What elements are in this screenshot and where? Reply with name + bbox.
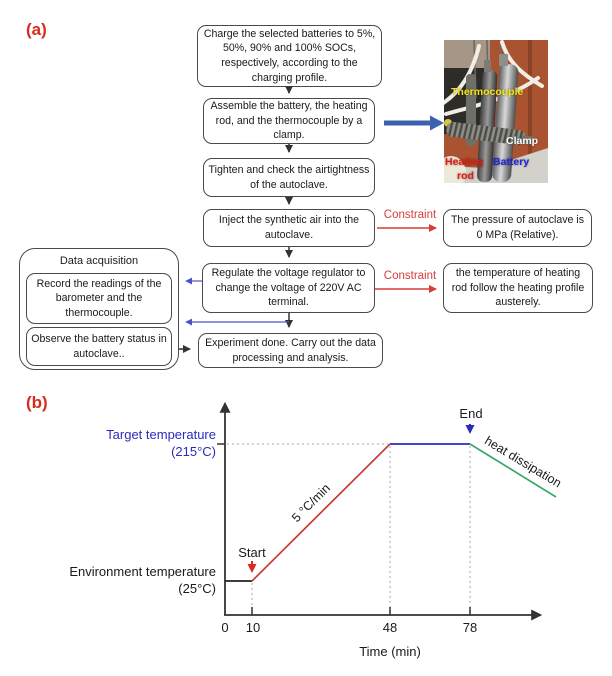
flow-box-charge-text: Charge the selected batteries to 5%, 50%, 90% and 100% SOCs, respectively, according to the charging profile. (203, 27, 376, 84)
ramp-segment (252, 444, 390, 581)
x-tick-label-78: 78 (462, 620, 478, 635)
x-tick-label-10: 10 (245, 620, 261, 635)
start-label: Start (238, 545, 266, 560)
panel-b-label: (b) (26, 393, 48, 412)
environment-temperature-line1: Environment temperature (69, 564, 216, 579)
target-temperature-label (106, 426, 216, 460)
panel-a-label: (a) (26, 20, 47, 39)
end-label: End (459, 406, 483, 421)
constraint-arrows (375, 228, 436, 289)
data-acquisition-title: Data acquisition (59, 255, 139, 267)
chart-ticks (217, 444, 470, 615)
constraint-box-temperature-text: the temperature of heating rod follow the heating profile austerely. (451, 267, 585, 309)
x-tick-label-48: 48 (382, 620, 398, 635)
flow-box-tighten-text: Tighten and check the airtightness of the autoclave. (208, 163, 370, 191)
dissipation-label: heat dissipation (482, 433, 564, 491)
environment-temperature-line2: (25°C) (178, 581, 216, 596)
photo-label-battery: Battery (493, 156, 530, 168)
x-tick-label-0: 0 (221, 620, 229, 635)
x-axis-title: Time (min) (359, 644, 421, 659)
flow-box-regulate-text: Regulate the voltage regulator to change the voltage of 220V AC terminal. (211, 267, 366, 309)
data-acq-box-observe-text: Observe the battery status in autoclave.. (31, 332, 167, 360)
constraint-box-pressure-text: The pressure of autoclave is 0 MPa (Relative). (450, 214, 585, 241)
photo-label-rod: rod (457, 170, 474, 182)
feedback-arrows (186, 281, 289, 322)
environment-temperature-label (69, 563, 216, 597)
photo-pointer-arrow (384, 116, 444, 131)
target-temperature-line2: (215°C) (171, 444, 216, 459)
heating-profile-chart (0, 385, 612, 676)
rate-label: 5 °C/min (289, 481, 333, 525)
flow-box-inject-text: Inject the synthetic air into the autoclave. (218, 214, 360, 241)
photo-label-heating: Heating (445, 156, 484, 168)
flow-box-assemble-text: Assemble the battery, the heating rod, and the thermocouple by a clamp. (210, 100, 368, 142)
chart-guide-lines (227, 444, 470, 612)
target-temperature-line1: Target temperature (106, 427, 216, 442)
flow-vertical-arrows (179, 87, 289, 349)
data-acq-box-record-text: Record the readings of the barometer and the thermocouple. (36, 277, 162, 319)
constraint-label-2: Constraint (383, 270, 437, 282)
flow-box-experiment-done-text: Experiment done. Carry out the data processing and analysis. (205, 336, 376, 364)
photo-label-thermocouple: Thermocouple (451, 86, 524, 98)
photo-label-clamp: Clamp (506, 135, 539, 147)
constraint-label-1: Constraint (383, 209, 437, 221)
